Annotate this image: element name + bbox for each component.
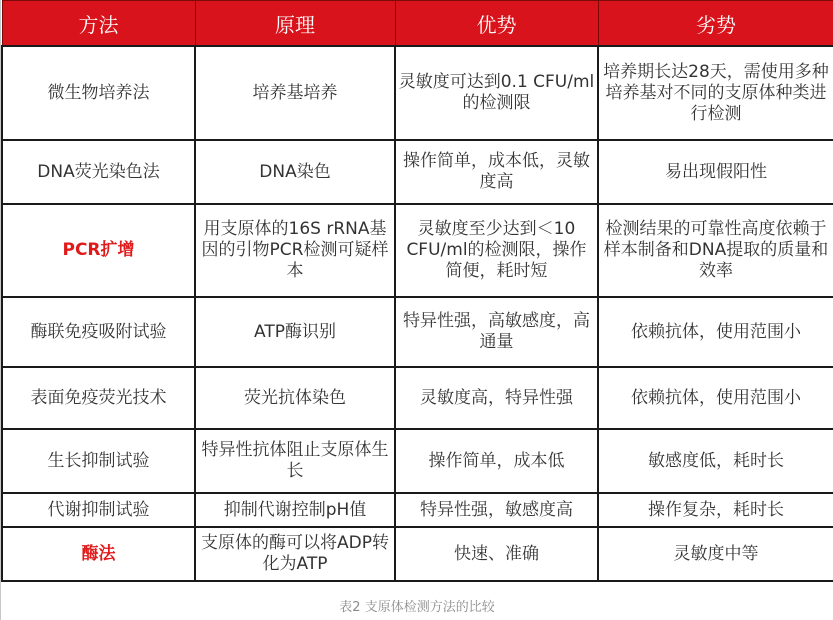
cell-method-highlighted: PCR扩增 <box>2 204 195 297</box>
cell-method: 代谢抑制试验 <box>2 493 195 527</box>
header-row <box>2 1 833 47</box>
table-row <box>2 46 833 140</box>
cell-disadvantage: 操作复杂，耗时长 <box>598 493 833 527</box>
table-row <box>2 297 833 367</box>
cell-method: 表面免疫荧光技术 <box>2 367 195 429</box>
cell-principle: 支原体的酶可以将ADP转化为ATP <box>195 527 395 581</box>
cell-principle: 荧光抗体染色 <box>195 367 395 429</box>
cell-method: DNA荧光染色法 <box>2 140 195 204</box>
table-body <box>2 46 833 581</box>
cell-method: 酶联免疫吸附试验 <box>2 297 195 367</box>
cell-disadvantage: 依赖抗体，使用范围小 <box>598 297 833 367</box>
cell-principle: 用支原体的16S rRNA基因的引物PCR检测可疑样本 <box>195 204 395 297</box>
cell-principle: 培养基培养 <box>195 46 395 140</box>
cell-advantage: 特异性强，敏感度高 <box>395 493 598 527</box>
cell-disadvantage: 敏感度低，耗时长 <box>598 429 833 493</box>
cell-method-highlighted: 酶法 <box>2 527 195 581</box>
cell-principle: 抑制代谢控制pH值 <box>195 493 395 527</box>
cell-disadvantage: 灵敏度中等 <box>598 527 833 581</box>
table-row <box>2 204 833 297</box>
header-advantage: 优势 <box>395 1 598 47</box>
cell-disadvantage: 检测结果的可靠性高度依赖于样本制备和DNA提取的质量和效率 <box>598 204 833 297</box>
table-row <box>2 493 833 527</box>
cell-disadvantage: 依赖抗体，使用范围小 <box>598 367 833 429</box>
header-disadvantage: 劣势 <box>598 1 833 47</box>
table-row <box>2 429 833 493</box>
table-row <box>2 140 833 204</box>
table-caption: 表2 支原体检测方法的比较 <box>339 600 495 615</box>
table-header <box>2 1 833 47</box>
cell-advantage: 操作简单，成本低 <box>395 429 598 493</box>
comparison-table <box>1 0 833 582</box>
cell-method: 微生物培养法 <box>2 46 195 140</box>
cell-advantage: 灵敏度可达到0.1 CFU/ml的检测限 <box>395 46 598 140</box>
cell-advantage: 特异性强，高敏感度，高 通量 <box>395 297 598 367</box>
cell-method: 生长抑制试验 <box>2 429 195 493</box>
table-row <box>2 367 833 429</box>
cell-principle: DNA染色 <box>195 140 395 204</box>
cell-advantage: 快速、准确 <box>395 527 598 581</box>
cell-principle: ATP酶识别 <box>195 297 395 367</box>
cell-advantage: 灵敏度高，特异性强 <box>395 367 598 429</box>
cell-disadvantage: 培养期长达28天，需使用多种培养基对不同的支原体种类进行检测 <box>598 46 833 140</box>
cell-disadvantage: 易出现假阳性 <box>598 140 833 204</box>
cell-advantage: 操作简单，成本低，灵敏度高 <box>395 140 598 204</box>
table-row <box>2 527 833 581</box>
cell-advantage: 灵敏度至少达到＜10 CFU/ml的检测限，操作简便，耗时短 <box>395 204 598 297</box>
header-principle: 原理 <box>195 1 395 47</box>
header-method: 方法 <box>2 1 195 47</box>
cell-principle: 特异性抗体阻止支原体生长 <box>195 429 395 493</box>
